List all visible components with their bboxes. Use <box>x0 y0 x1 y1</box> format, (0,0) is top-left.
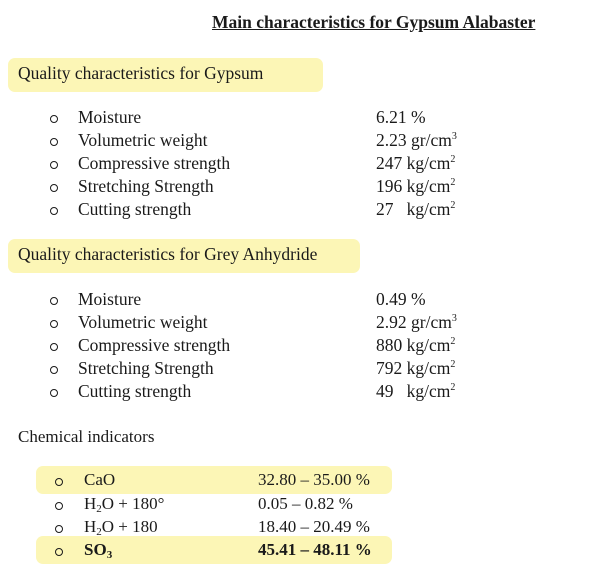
item-label: Volumetric weight <box>78 130 208 150</box>
item-label: Stretching Strength <box>78 176 214 196</box>
bullet-icon <box>50 343 58 351</box>
formula-label: CaO <box>84 470 116 489</box>
section-heading-anhydride: Quality characteristics for Grey Anhydride <box>18 244 318 264</box>
formula-label: $H_2O + 180$ <box>84 517 158 538</box>
item-value: 49 $kg/cm^2$ <box>376 381 456 401</box>
range-value: 0.05 – 0.82 % <box>258 494 353 513</box>
bullet-icon <box>50 115 58 123</box>
bullet-icon <box>50 297 58 305</box>
formula-label: $H_2O + 180^\circ$ <box>84 494 165 515</box>
range-value: 18.40 – 20.49 % <box>258 517 370 536</box>
item-value: 2.92 $gr/cm^3$ <box>376 312 457 332</box>
bullet-icon <box>55 548 63 556</box>
item-value: 6.21 % <box>376 107 426 127</box>
bullet-icon <box>50 138 58 146</box>
document-title: Main characteristics for Gypsum Alabaster <box>212 12 536 32</box>
item-value: 0.49 % <box>376 289 426 309</box>
item-label: Compressive strength <box>78 335 231 355</box>
item-label: Cutting strength <box>78 381 192 401</box>
formula-label: $SO_3$ <box>84 540 113 561</box>
item-value: 792 $kg/cm^2$ <box>376 358 456 378</box>
section-heading-chemical: Chemical indicators <box>18 427 155 446</box>
item-value: 2.23 $gr/cm^3$ <box>376 130 457 150</box>
item-label: Cutting strength <box>78 199 192 219</box>
item-value: 247 $kg/cm^2$ <box>376 153 456 173</box>
item-value: 880 $kg/cm^2$ <box>376 335 456 355</box>
bullet-icon <box>50 207 58 215</box>
item-value: 27 $kg/cm^2$ <box>376 199 456 219</box>
bullet-icon <box>55 525 63 533</box>
range-value: 45.41 – 48.11 % <box>258 540 372 559</box>
bullet-icon <box>50 161 58 169</box>
bullet-icon <box>55 502 63 510</box>
item-label: Compressive strength <box>78 153 231 173</box>
bullet-icon <box>50 389 58 397</box>
bullet-icon <box>50 366 58 374</box>
item-value: 196 $kg/cm^2$ <box>376 176 456 196</box>
item-label: Moisture <box>78 107 142 127</box>
bullet-icon <box>55 478 63 486</box>
range-value: 32.80 – 35.00 % <box>258 470 370 489</box>
bullet-icon <box>50 184 58 192</box>
item-label: Volumetric weight <box>78 312 208 332</box>
item-label: Stretching Strength <box>78 358 214 378</box>
bullet-icon <box>50 320 58 328</box>
section-heading-gypsum: Quality characteristics for Gypsum <box>18 63 264 83</box>
item-label: Moisture <box>78 289 142 309</box>
